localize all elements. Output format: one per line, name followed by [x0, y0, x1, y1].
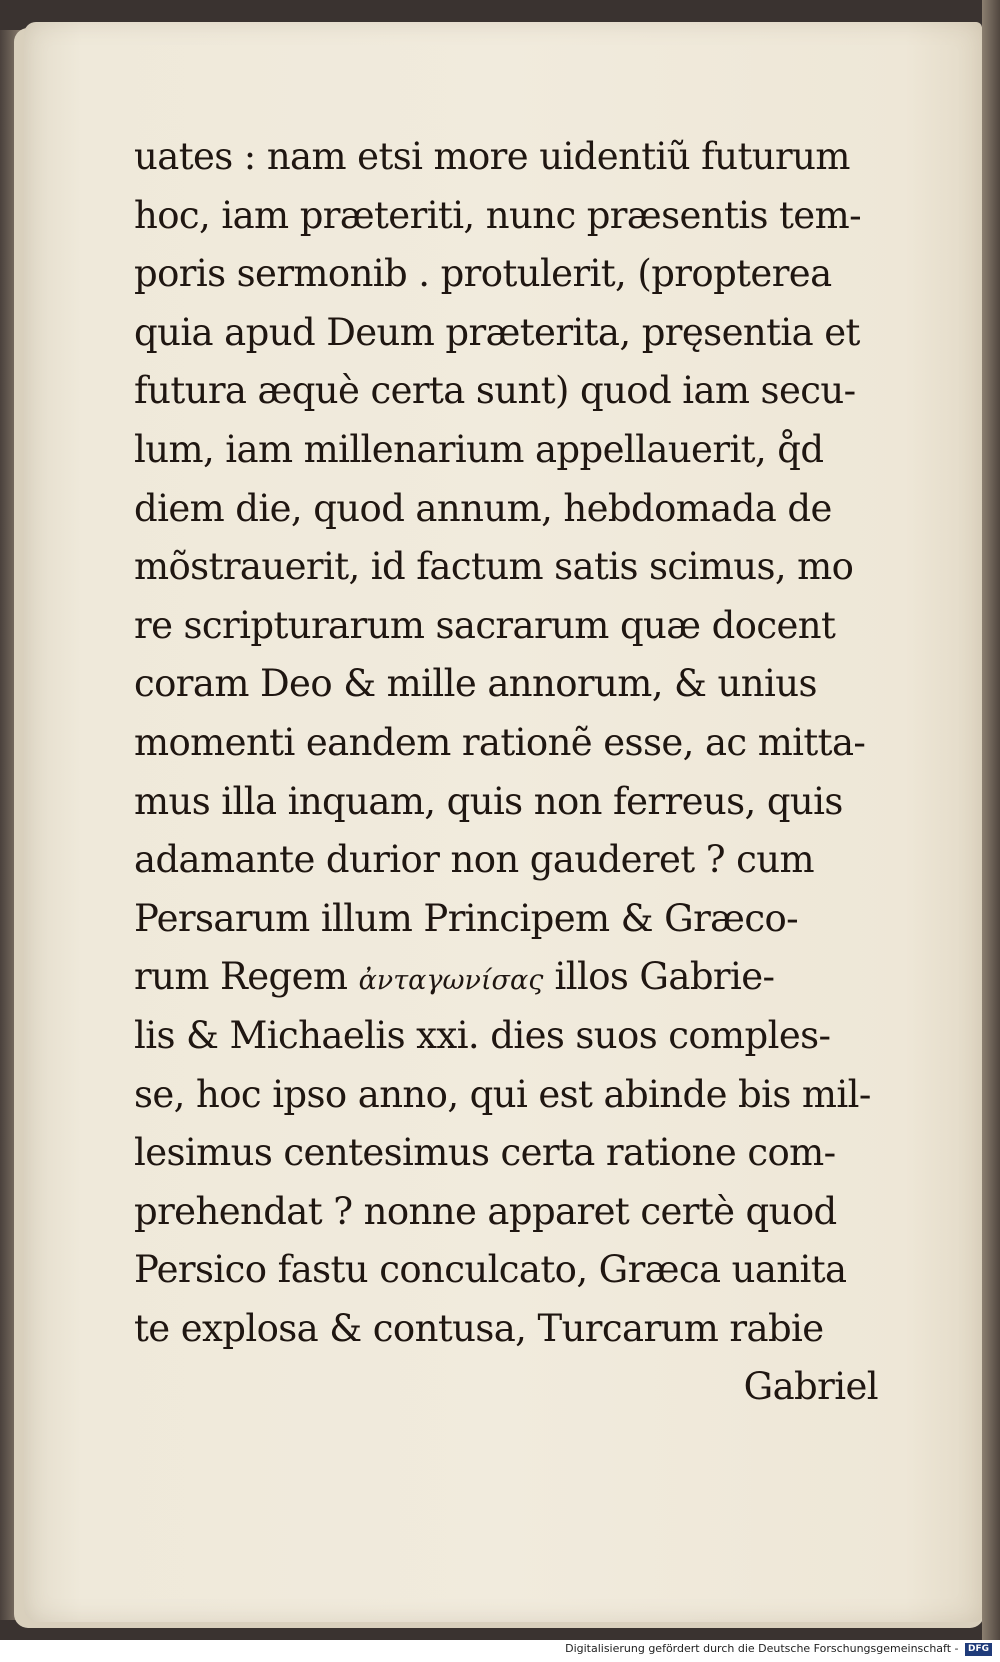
text-line: lis & Michaelis xxi. dies suos comples- [134, 1013, 831, 1057]
text-line-greek [134, 948, 924, 1007]
text-line: quia apud Deum præterita, pręsentia et [134, 310, 860, 354]
text-line: mõstrauerit, id factum satis scimus, mo [134, 545, 854, 589]
text-line: momenti eandem rationẽ esse, ac mitta- [134, 720, 866, 764]
text-line: coram Deo & mille annorum, & unius [134, 662, 817, 706]
greek-word: ἀνταγωνίσας [358, 965, 544, 997]
catchword: Gabriel [743, 1365, 878, 1409]
text-line: hoc, iam præteriti, nunc præsentis tem- [134, 193, 861, 237]
text-line: mus illa inquam, quis non ferreus, quis [134, 779, 843, 823]
text-line: lesimus centesimus certa ratione com- [134, 1131, 836, 1175]
text-line: te explosa & contusa, Turcarum rabie [134, 1306, 824, 1350]
text-line: Persarum illum Principem & Græco- [134, 896, 799, 940]
digitization-credit [565, 1642, 992, 1656]
line-prefix: rum Regem [134, 955, 348, 999]
text-line: re scripturarum sacrarum quæ docent [134, 603, 836, 647]
text-line: futura æquè certa sunt) quod iam secu- [134, 369, 856, 413]
text-line: diem die, quod annum, hebdomada de [134, 486, 832, 530]
text-line: poris sermonib . protulerit, (propterea [134, 252, 832, 296]
book-spine [982, 0, 1000, 1640]
text-line: lum, iam millenarium appellauerit, q̊d [134, 427, 824, 471]
page-text [134, 128, 924, 1417]
text-line: prehendat ? nonne apparet certè quod [134, 1189, 837, 1233]
dfg-logo-icon: DFG [965, 1643, 992, 1656]
text-line: adamante durior non gauderet ? cum [134, 838, 814, 882]
line-suffix: illos Gabrie- [554, 955, 775, 999]
text-line: uates : nam etsi more uidentiũ futurum [134, 135, 850, 178]
credit-text: Digitalisierung gefördert durch die Deutsche Forschungsgemeinschaft - [565, 1642, 959, 1655]
text-line: se, hoc ipso anno, qui est abinde bis mil- [134, 1072, 871, 1116]
text-line: Persico fastu conculcato, Græca uanita [134, 1248, 847, 1292]
